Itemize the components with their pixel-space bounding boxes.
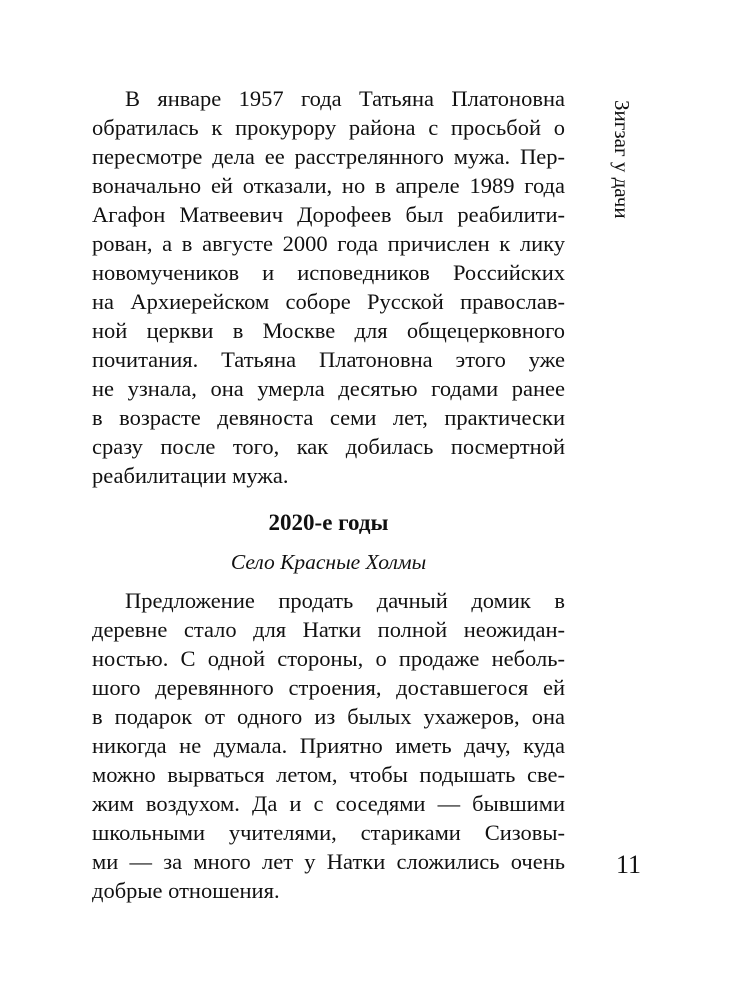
text-line: рован, а в августе 2000 года причислен к лику xyxy=(92,231,565,256)
section-heading: 2020-е годы xyxy=(268,510,389,535)
text-line: не узнала, она умерла десятью годами ранее xyxy=(92,376,565,401)
text-line: школьными учителями, стариками Сизовы- xyxy=(92,820,565,845)
text-line: сразу после того, как добилась посмертной xyxy=(92,434,565,459)
text-line: в возрасте девяноста семи лет, практически xyxy=(92,405,565,430)
running-head: Зигзаг у дачи xyxy=(610,100,634,219)
text-line: добрые отношения. xyxy=(92,878,280,903)
text-line: жим воздухом. Да и с соседями — бывшими xyxy=(92,791,565,816)
text-line: ностью. С одной стороны, о продаже неболь- xyxy=(92,646,565,671)
section-subheading: Село Красные Холмы xyxy=(230,550,427,574)
text-line: Агафон Матвеевич Дорофеев был реабилити- xyxy=(92,202,565,227)
text-line: Предложение продать дачный домик в xyxy=(125,588,565,613)
text-line: В январе 1957 года Татьяна Платоновна xyxy=(125,86,565,111)
text-line: пересмотре дела ее расстрелянного мужа. Пер- xyxy=(92,144,565,169)
text-line: деревне стало для Натки полной неожидан- xyxy=(92,617,565,642)
text-line: реабилитации мужа. xyxy=(92,463,289,488)
paragraph-2 xyxy=(92,586,565,905)
text-line: никогда не думала. Приятно иметь дачу, куда xyxy=(92,733,565,758)
text-line: почитания. Татьяна Платоновна этого уже xyxy=(92,347,565,372)
text-line: новомучеников и исповедников Российских xyxy=(92,260,565,285)
text-line: ной церкви в Москве для общецерковного xyxy=(92,318,565,343)
text-line: воначально ей отказали, но в апреле 1989 года xyxy=(92,173,565,198)
text-line: шого деревянного строения, доставшегося ей xyxy=(92,675,565,700)
text-line: обратилась к прокурору района с просьбой о xyxy=(92,115,565,140)
text-line: на Архиерейском соборе Русской православ- xyxy=(92,289,565,314)
text-line: в подарок от одного из былых ухажеров, она xyxy=(92,704,565,729)
text-line: ми — за много лет у Натки сложились очень xyxy=(92,849,565,874)
page-number: 11 xyxy=(615,850,641,879)
text-line: можно вырваться летом, чтобы подышать све- xyxy=(92,762,565,787)
paragraph-1 xyxy=(92,84,565,490)
